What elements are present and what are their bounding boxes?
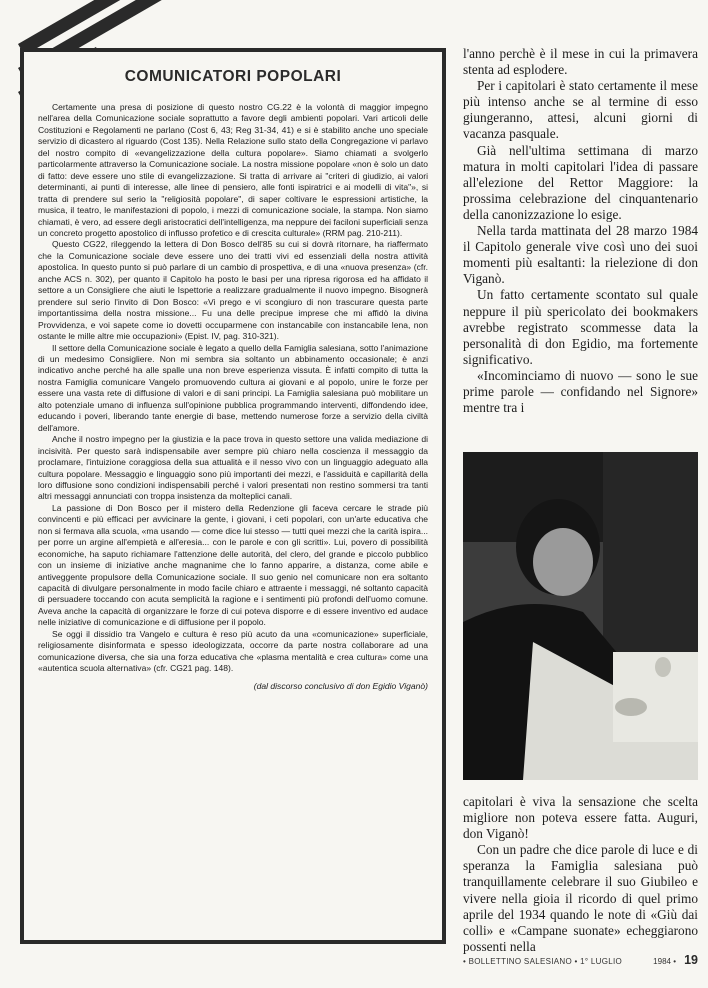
column-paragraph: Già nell'ultima settimana di marzo matura in molti capitolari l'idea di passare all'elezione del Rettor Maggiore: la prossima celebrazione del cinquantenario della canonizzazione lo esige. — [463, 142, 698, 222]
column-paragraph: capitolari è viva la sensazione che scelta migliore non poteva essere fatta. Auguri, don Viganò! — [463, 794, 698, 842]
page-number: 19 — [684, 953, 698, 967]
article-paragraph: La passione di Don Bosco per il mistero della Redenzione gli faceva cercare le strade più convincenti e più efficaci per avvicinare la gente, i giovani, i ceti popolari, con un'arte educativa che non si fermava alla scuola, «ma usando — come dice lui stesso — tutti quei mezzi che la carità ispira... per porre un argine all'empietà e all'eresia... con le parole e con gli scritti». Lui, povero di possibilità economiche, ha saputo richiamare l'attenzione delle autorità, del clero, del grande e piccolo pubblico con un insieme di iniziative anche magnanime che lo fanno apparire, a distanza, come abile e antiveggente propulsore della Comunicazione sociale. Il suo genio nel comunicare non era soltanto capacità di divulgare personalmente in modo facile chiaro e attraente i messaggi, né soltanto capacità di persuadere toccando con acuta semplicità la ragione e i sentimenti più profondi dell'uomo comune. Aveva anche la capacità di organizzare le forze di cui poteva disporre e di essere inventivo ed audace nelle iniziative di comunicazione e di diffusione per il popolo. — [38, 502, 428, 628]
column-paragraph: Con un padre che dice parole di luce e di speranza la Famiglia salesiana può tranquillamente celebrare il suo Giubileo e vivere nella gioia il ricordo di quel primo aprile del 1934 quando le note di «Giù dai colli» e «Campane suonate» echeggiarono possenti nella — [463, 842, 698, 954]
page-footer — [463, 953, 698, 969]
article-paragraph: Certamente una presa di posizione di questo nostro CG.22 è la volontà di maggior impegno nell'area della Comunicazione sociale soprattutto a favore degli ambienti popolari. Vari articoli delle Costituzioni e Regolamenti ne parlano (Cost 6, 43; Reg 31-34, 41) e si è stabilito anche uno speciale servizio di dicastero al riguardo (Cost 135). Nella Relazione sullo stato della Congregazione vi parlavo del nostro compito di «evangelizzazione della cultura popolare». Siamo chiamati a svolgerlo particolarmente attraverso la Comunicazione sociale. La nostra missione popolare «non è solo un dato di fatto: deve essere uno stile di evangelizzazione. Si tratta di arrivare ai "criteri di giudizio, ai valori determinanti, ai punti di interesse, alle linee di pensiero, alle fonti ispiratrici e ai modelli di vita"», si tratta di prendere sul serio la "religiosità popolare", di saper coltivare le espressioni artistiche, la musica, il teatro, le manifestazioni di popolo, i mezzi di comunicazione sociale, la stampa. Non siamo chiamati, è vero, ad essere degli aristocratici dell'intelligenza, ma neppure dei faciloni superficiali senza un concreto progetto apostolico di influsso profetico e di crescita culturale» (RRM pag. 210-211). — [38, 102, 428, 238]
article-paragraph: Questo CG22, rileggendo la lettera di Don Bosco dell'85 su cui si dovrà ritornare, ha riaffermato che la Comunicazione sociale deve essere uno dei tratti vivi ed essenziali della nostra attività apostolica. In questo punto si può parlare di un cambio di prospettiva, e di una «nuova presenza» (cfr. anche ACS n. 302), per quanto il Capitolo ha posto le basi per una ripresa rigorosa ed ha affidato il settore a un Consigliere che aiuti le Ispettorie a realizzare gradualmente il nuovo impegno. Bisognerà prendere sul serio l'invito di Don Bosco: «Vi prego e vi scongiuro di non trascurare questa parte importantissima della nostra missione... Fu una delle precipue imprese che mi affidò la divina Provvidenza, e voi sapete come io dovetti occuparmene con instancabile con instancabile lena, non ostante le mille altre mie occupazioni» (Epist. IV, pag. 310-321). — [38, 239, 428, 342]
photo-man-signing — [463, 452, 698, 780]
column-paragraph: Per i capitolari è stato certamente il mese più intenso anche se al termine di esso giungeranno, attesi, alcuni giorni di vacanza pasquale. — [463, 78, 698, 142]
article-paragraph: Anche il nostro impegno per la giustizia e la pace trova in questo settore una valida mediazione di incisività. Per questo sarà indispensabile aver sempre più chiaro nella coscienza il messaggio da proclamare, l'intuizione coraggiosa della sua attualità e il nesso vivo con un linguaggio adeguato alla cultura popolare. Messaggio e linguaggio sono più importanti dei mezzi, e l'assiduità e capillarità della loro diffusione sono condizioni indispensabili perché i valori presentati non restino sommersi tra tanti altri messaggi annunciati con troppa insistenza da molteplici canali. — [38, 434, 428, 502]
column-paragraph: l'anno perchè è il mese in cui la primavera stenta ad esplodere. — [463, 46, 698, 78]
article-body — [38, 102, 428, 926]
column-paragraph: «Incominciamo di nuovo — sono le sue prime parole — confidando nel Signore» mentre tra i — [463, 367, 698, 416]
article-signature: (dal discorso conclusivo di don Egidio Viganò) — [253, 680, 428, 691]
photo-image — [463, 452, 698, 780]
column-paragraph: Un fatto certamente scontato sul quale neppure il più spericolato dei bookmakers avrebbe registrato scommesse data la personalità di don Egidio, ma fortemente significativo. — [463, 287, 698, 367]
article-paragraph: Se oggi il dissidio tra Vangelo e cultura è reso più acuto da una «comunicazione» superficiale, religiosamente disinformata e spesso ideologizzata, occorre da parte nostra collaborare ad una comunicazione diversa, che sia una forza educativa che «plasma mentalità e crea cultura» come una «autentica scuola alternativa» (cfr. CG21 pag. 148). — [38, 628, 428, 674]
article-paragraph: Il settore della Comunicazione sociale è legato a quello della Famiglia salesiana, sotto l'animazione di un medesimo Consigliere. Non mi sembra sia soltanto un abbinamento occasionale; è anzi indicativo anche perché ha alle spalle una non breve esperienza vissuta. È infatti compito di tutta la nostra Famiglia comunicare Vangelo promuovendo cultura ai giovani e al popolo, unire le forze per essere una vasta rete di diffusione di valori e di sani principi. La Famiglia salesiana può mobilitare un alto potenziale umano di influenza sull'opinione pubblica programmando interventi, diffondendo idee, educando i poveri, liberando tante energie di base, mettendo numerose forze a servizio della civiltà dell'amore. — [38, 342, 428, 433]
right-column-top — [463, 46, 698, 416]
footer-year: 1984 • — [653, 957, 676, 966]
magazine-name: • BOLLETTINO SALESIANO • 1° LUGLIO — [463, 957, 623, 966]
column-paragraph: Nella tarda mattinata del 28 marzo 1984 il Capitolo generale vive così uno dei suoi momenti più esaltanti: la rielezione di don Viganò. — [463, 223, 698, 287]
article-box — [20, 48, 446, 944]
right-column-bottom — [463, 794, 698, 955]
article-title: COMUNICATORI POPOLARI — [124, 68, 342, 85]
